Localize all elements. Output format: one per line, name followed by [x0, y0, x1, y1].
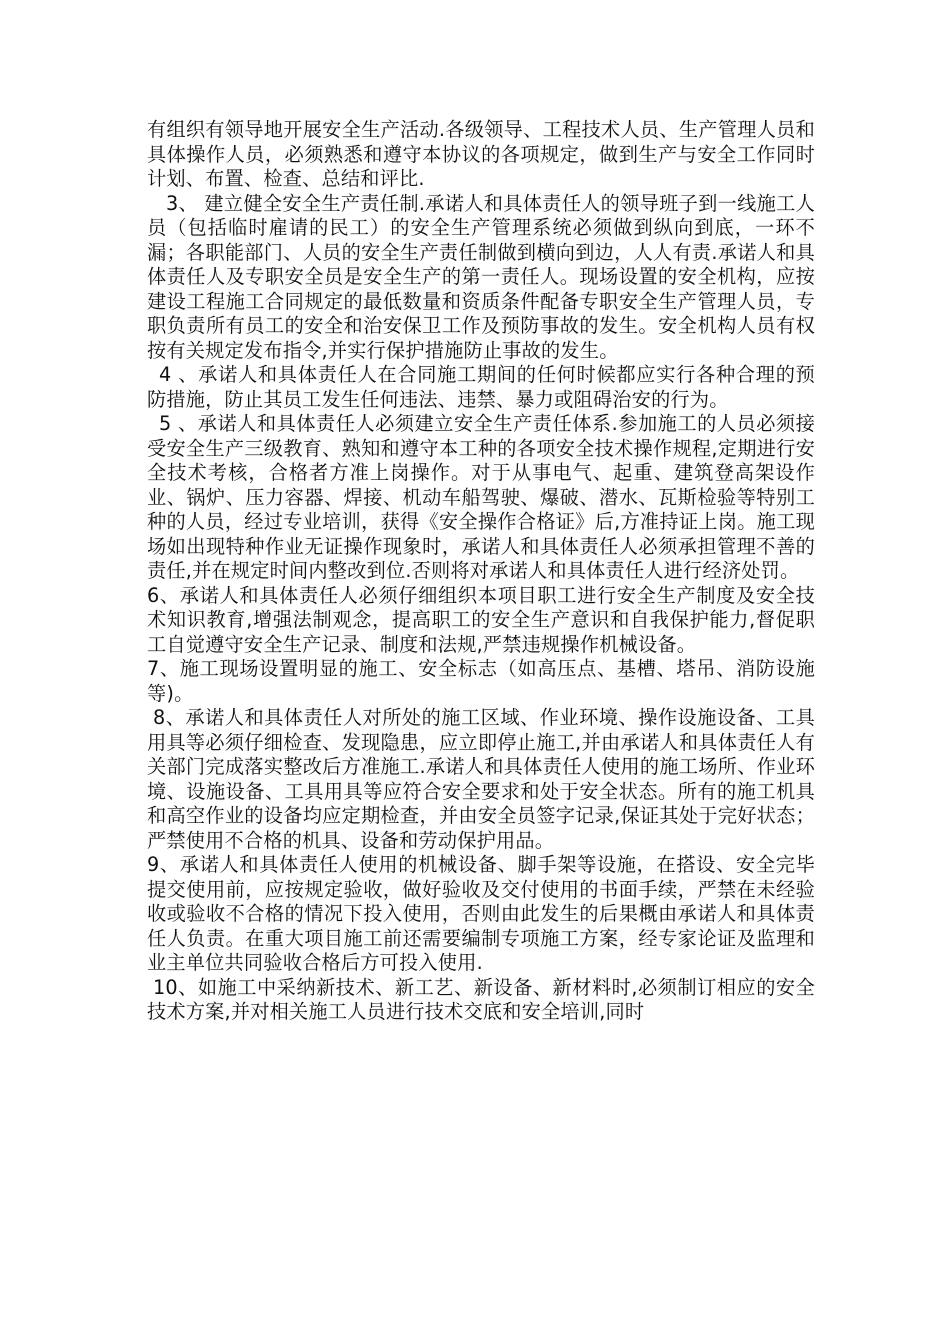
paragraph-3: 3、 建立健全安全生产责任制.承诺人和具体责任人的领导班子到一线施工人员（包括临时雇请的民工）的安全生产管理系统必须做到纵向到底，一环不漏；各职能部门、人员的安全生产责任制做到横向到边，人人有责.承诺人和具体责任人及专职安全员是安全生产的第一责任人。现场设置的安全机构，应按建设工程施工合同规定的最低数量和资质条件配备专职安全生产管理人员，专职负责所有员工的安全和治安保卫工作及预防事故的发生。安全机构人员有权按有关规定发布指令,并实行保护措施防止事故的发生。 [147, 191, 815, 362]
paragraph-4: 4 、承诺人和具体责任人在合同施工期间的任何时候都应实行各种合理的预防措施，防止其员工发生任何违法、违禁、暴力或阻碍治安的行为。 [147, 363, 815, 411]
paragraph-8: 8、承诺人和具体责任人对所处的施工区域、作业环境、操作设施设备、工具用具等必须仔细检查、发现隐患，应立即停止施工,并由承诺人和具体责任人有关部门完成落实整改后方准施工.承诺人和具体责任人使用的施工场所、作业环境、设施设备、工具用具等应符合安全要求和处于安全状态。所有的施工机具和高空作业的设备均应定期检查，并由安全员签字记录,保证其处于完好状态；严禁使用不合格的机具、设备和劳动保护用品。 [147, 706, 815, 852]
document-page [147, 118, 815, 1025]
paragraph-7: 7、施工现场设置明显的施工、安全标志（如高压点、基槽、塔吊、消防设施等)。 [147, 657, 815, 705]
paragraph-10: 10、如施工中采纳新技术、新工艺、新设备、新材料时,必须制订相应的安全技术方案,并对相关施工人员进行技术交底和安全培训,同时 [147, 975, 815, 1023]
paragraph-intro: 有组织有领导地开展安全生产活动.各级领导、工程技术人员、生产管理人员和具体操作人员，必须熟悉和遵守本协议的各项规定，做到生产与安全工作同时计划、布置、检查、总结和评比. [147, 118, 815, 190]
paragraph-5: 5 、承诺人和具体责任人必须建立安全生产责任体系.参加施工的人员必须接受安全生产三级教育、熟知和遵守本工种的各项安全技术操作规程,定期进行安全技术考核，合格者方准上岗操作。对于从事电气、起重、建筑登高架设作业、锅炉、压力容器、焊接、机动车船驾驶、爆破、潜水、瓦斯检验等特别工种的人员，经过专业培训，获得《安全操作合格证》后,方准持证上岗。施工现场如出现特种作业无证操作现象时，承诺人和具体责任人必须承担管理不善的责任,并在规定时间内整改到位.否则将对承诺人和具体责任人进行经济处罚。 [147, 412, 815, 582]
paragraph-6: 6、承诺人和具体责任人必须仔细组织本项目职工进行安全生产制度及安全技术知识教育,增强法制观念，提高职工的安全生产意识和自我保护能力,督促职工自觉遵守安全生产记录、制度和法规,严禁违规操作机械设备。 [147, 583, 815, 656]
paragraph-9: 9、承诺人和具体责任人使用的机械设备、脚手架等设施，在搭设、安全完毕提交使用前，应按规定验收，做好验收及交付使用的书面手续，严禁在未经验收或验收不合格的情况下投入使用，否则由此发生的后果概由承诺人和具体责任人负责。在重大项目施工前还需要编制专项施工方案，经专家论证及监理和业主单位共同验收合格后方可投入使用. [147, 853, 815, 974]
